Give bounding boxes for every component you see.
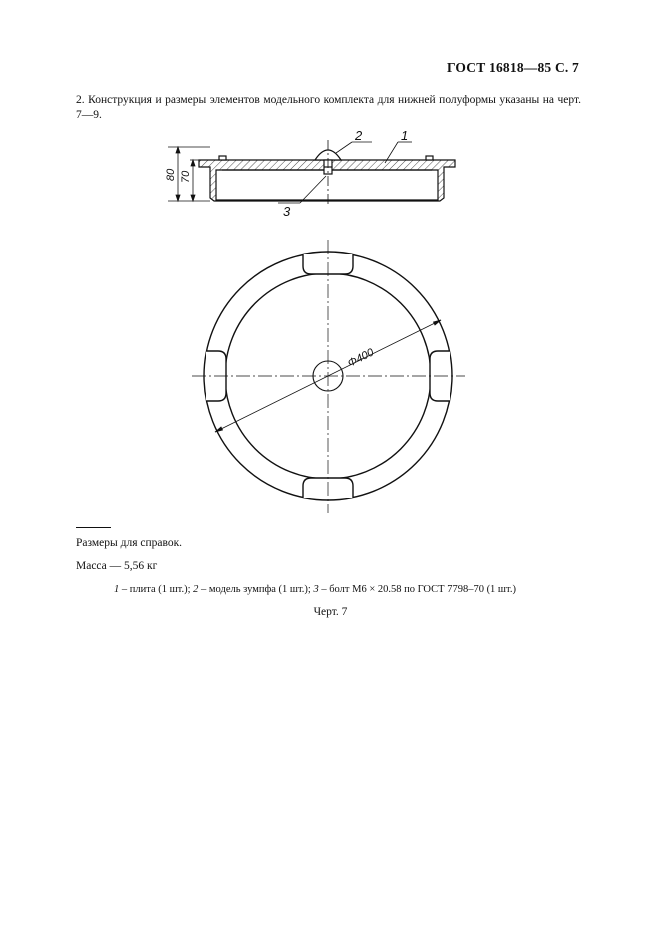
section-dimensions — [165, 147, 210, 201]
legend-num-2: 2 — [193, 584, 199, 595]
legend-text-3: – болт М6 × 20.58 по ГОСТ 7798–70 (1 шт.) — [318, 584, 516, 595]
top-step-right — [426, 156, 433, 160]
figure-caption: Черт. 7 — [313, 606, 348, 618]
top-step-left — [219, 156, 226, 160]
diameter-label: Φ400 — [345, 346, 376, 370]
callout-2: 2 — [355, 128, 363, 143]
plan-centerlines — [192, 240, 465, 513]
callout-3: 3 — [283, 204, 291, 219]
intro-paragraph-text: 2. Конструкция и размеры элементов модельного комплекта для нижней полуформы указаны на черт. 7—9. — [76, 94, 581, 121]
section-view — [199, 140, 455, 205]
page-header: ГОСТ 16818—85 С. 7 — [446, 60, 579, 75]
callout-1: 1 — [401, 128, 409, 143]
legend-num-1: 1 — [114, 584, 120, 595]
parts-legend — [114, 584, 516, 595]
dim-70: 70 — [180, 170, 192, 183]
mass-note: Масса — 5,56 кг — [76, 560, 158, 572]
reference-note: Размеры для справок. — [76, 537, 183, 549]
legend-text-1: – плита (1 шт.); — [119, 584, 194, 595]
legend-text-2: – модель зумпфа (1 шт.); — [198, 584, 314, 595]
footnote-rule — [76, 527, 111, 528]
dim-80: 80 — [165, 168, 177, 181]
legend-num-3: 3 — [313, 584, 319, 595]
